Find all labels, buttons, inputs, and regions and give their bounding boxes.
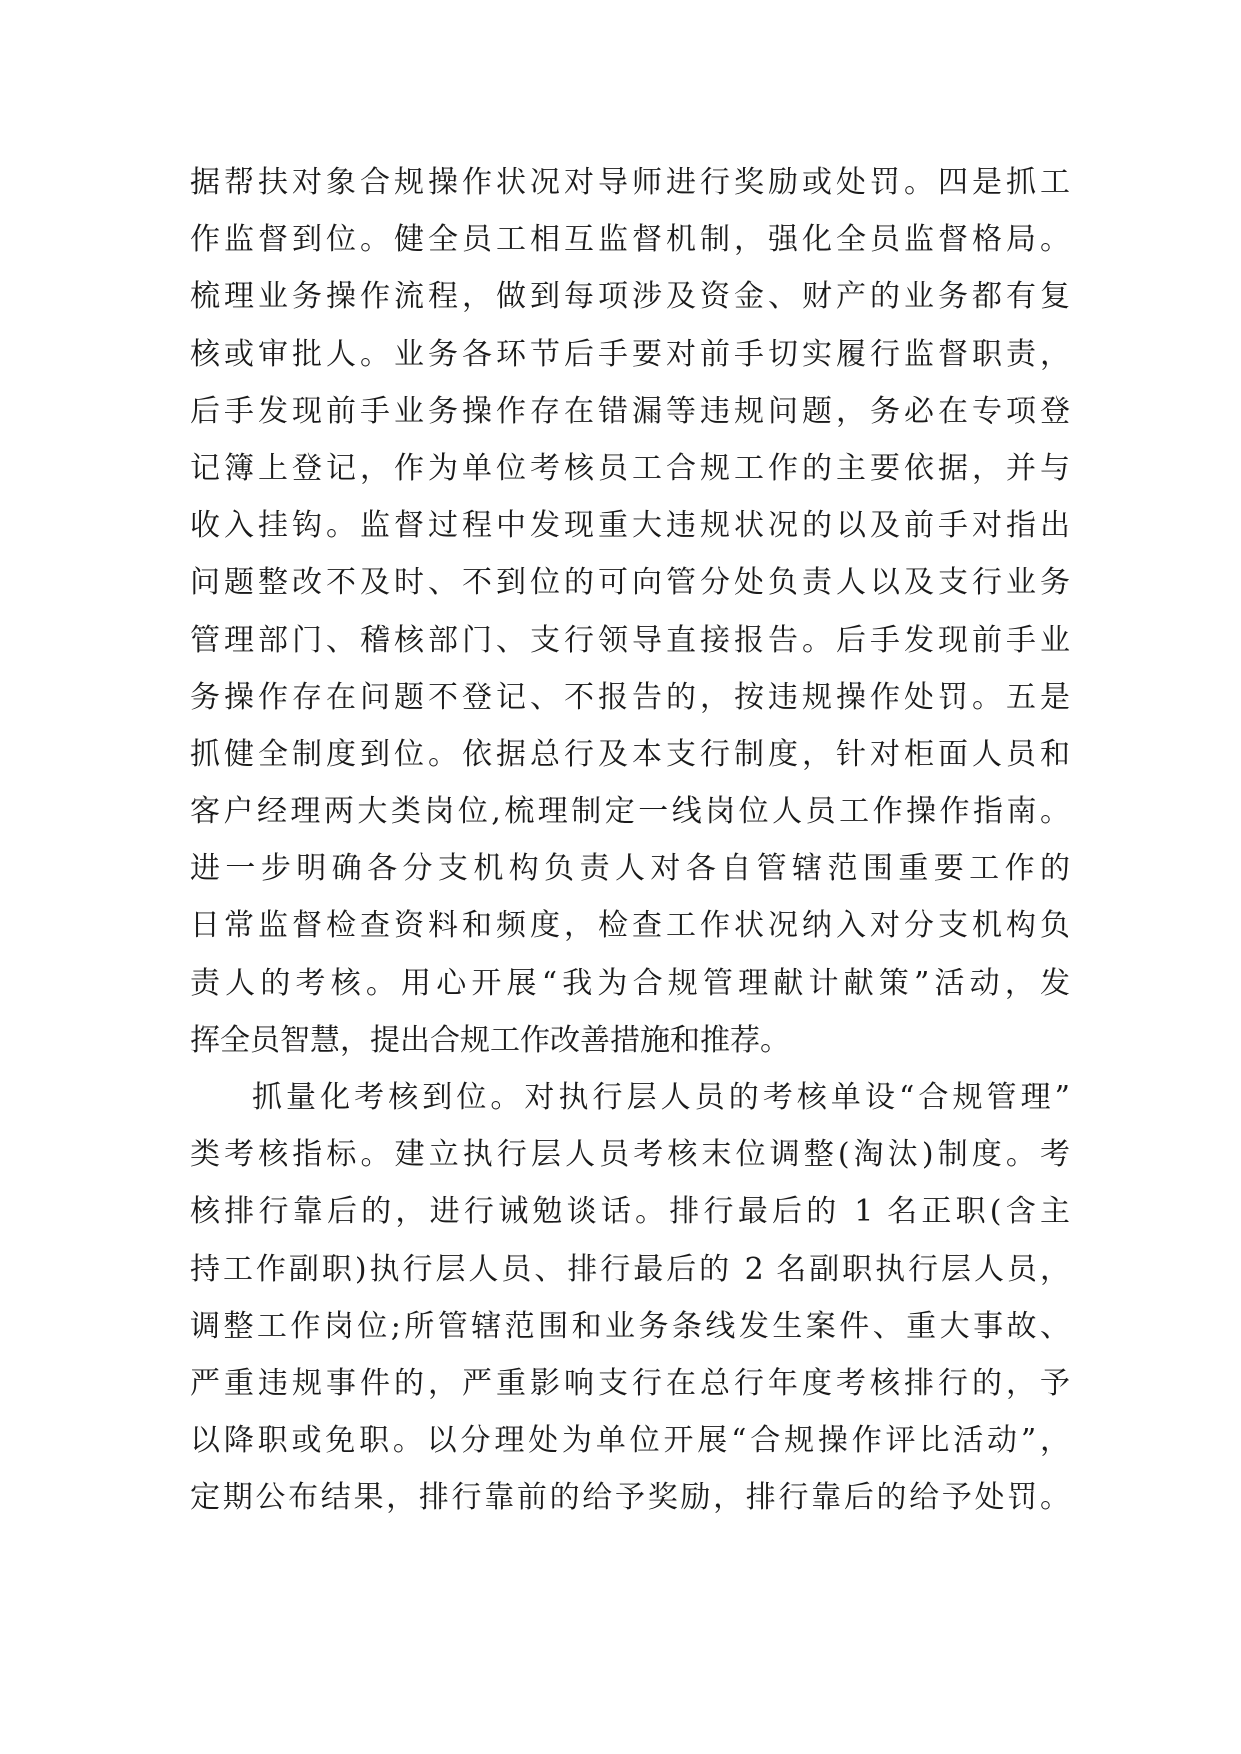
text-line: 后手发现前手业务操作存在错漏等违规问题，务必在专项登 (190, 393, 1070, 429)
body-text (190, 154, 1070, 1527)
text-line: 管理部门、稽核部门、支行领导直接报告。后手发现前手业 (190, 622, 1070, 658)
text-line: 作监督到位。健全员工相互监督机制，强化全员监督格局。 (190, 222, 1070, 258)
text-line: 核或审批人。业务各环节后手要对前手切实履行监督职责， (190, 336, 1070, 372)
text-line: 定期公布结果，排行靠前的给予奖励，排行靠后的给予处罚。 (190, 1480, 1070, 1516)
paragraph-end-line: 挥全员智慧，提出合规工作改善措施和推荐。 (190, 1022, 790, 1058)
text-line: 问题整改不及时、不到位的可向管分处负责人以及支行业务 (190, 565, 1070, 601)
text-line: 类考核指标。建立执行层人员考核末位调整(淘汰)制度。考 (190, 1137, 1070, 1173)
text-line: 客户经理两大类岗位,梳理制定一线岗位人员工作操作指南。 (190, 794, 1070, 830)
text-line: 核排行靠后的，进行诫勉谈话。排行最后的 1 名正职(含主 (190, 1194, 1070, 1230)
text-line: 梳理业务操作流程，做到每项涉及资金、财产的业务都有复 (190, 279, 1070, 315)
text-line: 抓健全制度到位。依据总行及本支行制度，针对柜面人员和 (190, 736, 1070, 772)
text-line: 务操作存在问题不登记、不报告的，按违规操作处罚。五是 (190, 679, 1070, 715)
text-line: 以降职或免职。以分理处为单位开展“合规操作评比活动”， (190, 1423, 1070, 1459)
text-line: 收入挂钩。监督过程中发现重大违规状况的以及前手对指出 (190, 508, 1070, 544)
text-line: 严重违规事件的，严重影响支行在总行年度考核排行的，予 (190, 1365, 1070, 1401)
text-line: 持工作副职)执行层人员、排行最后的 2 名副职执行层人员， (190, 1251, 1070, 1287)
text-line: 记簿上登记，作为单位考核员工合规工作的主要依据，并与 (190, 450, 1070, 486)
text-line: 调整工作岗位;所管辖范围和业务条线发生案件、重大事故、 (190, 1308, 1070, 1344)
text-line: 据帮扶对象合规操作状况对导师进行奖励或处罚。四是抓工 (190, 165, 1070, 200)
paragraph-start-line: 抓量化考核到位。对执行层人员的考核单设“合规管理” (252, 1080, 1070, 1115)
text-line: 进一步明确各分支机构负责人对各自管辖范围重要工作的 (190, 851, 1070, 887)
text-line: 日常监督检查资料和频度，检查工作状况纳入对分支机构负 (190, 908, 1070, 944)
text-line: 责人的考核。用心开展“我为合规管理献计献策”活动，发 (190, 965, 1070, 1001)
